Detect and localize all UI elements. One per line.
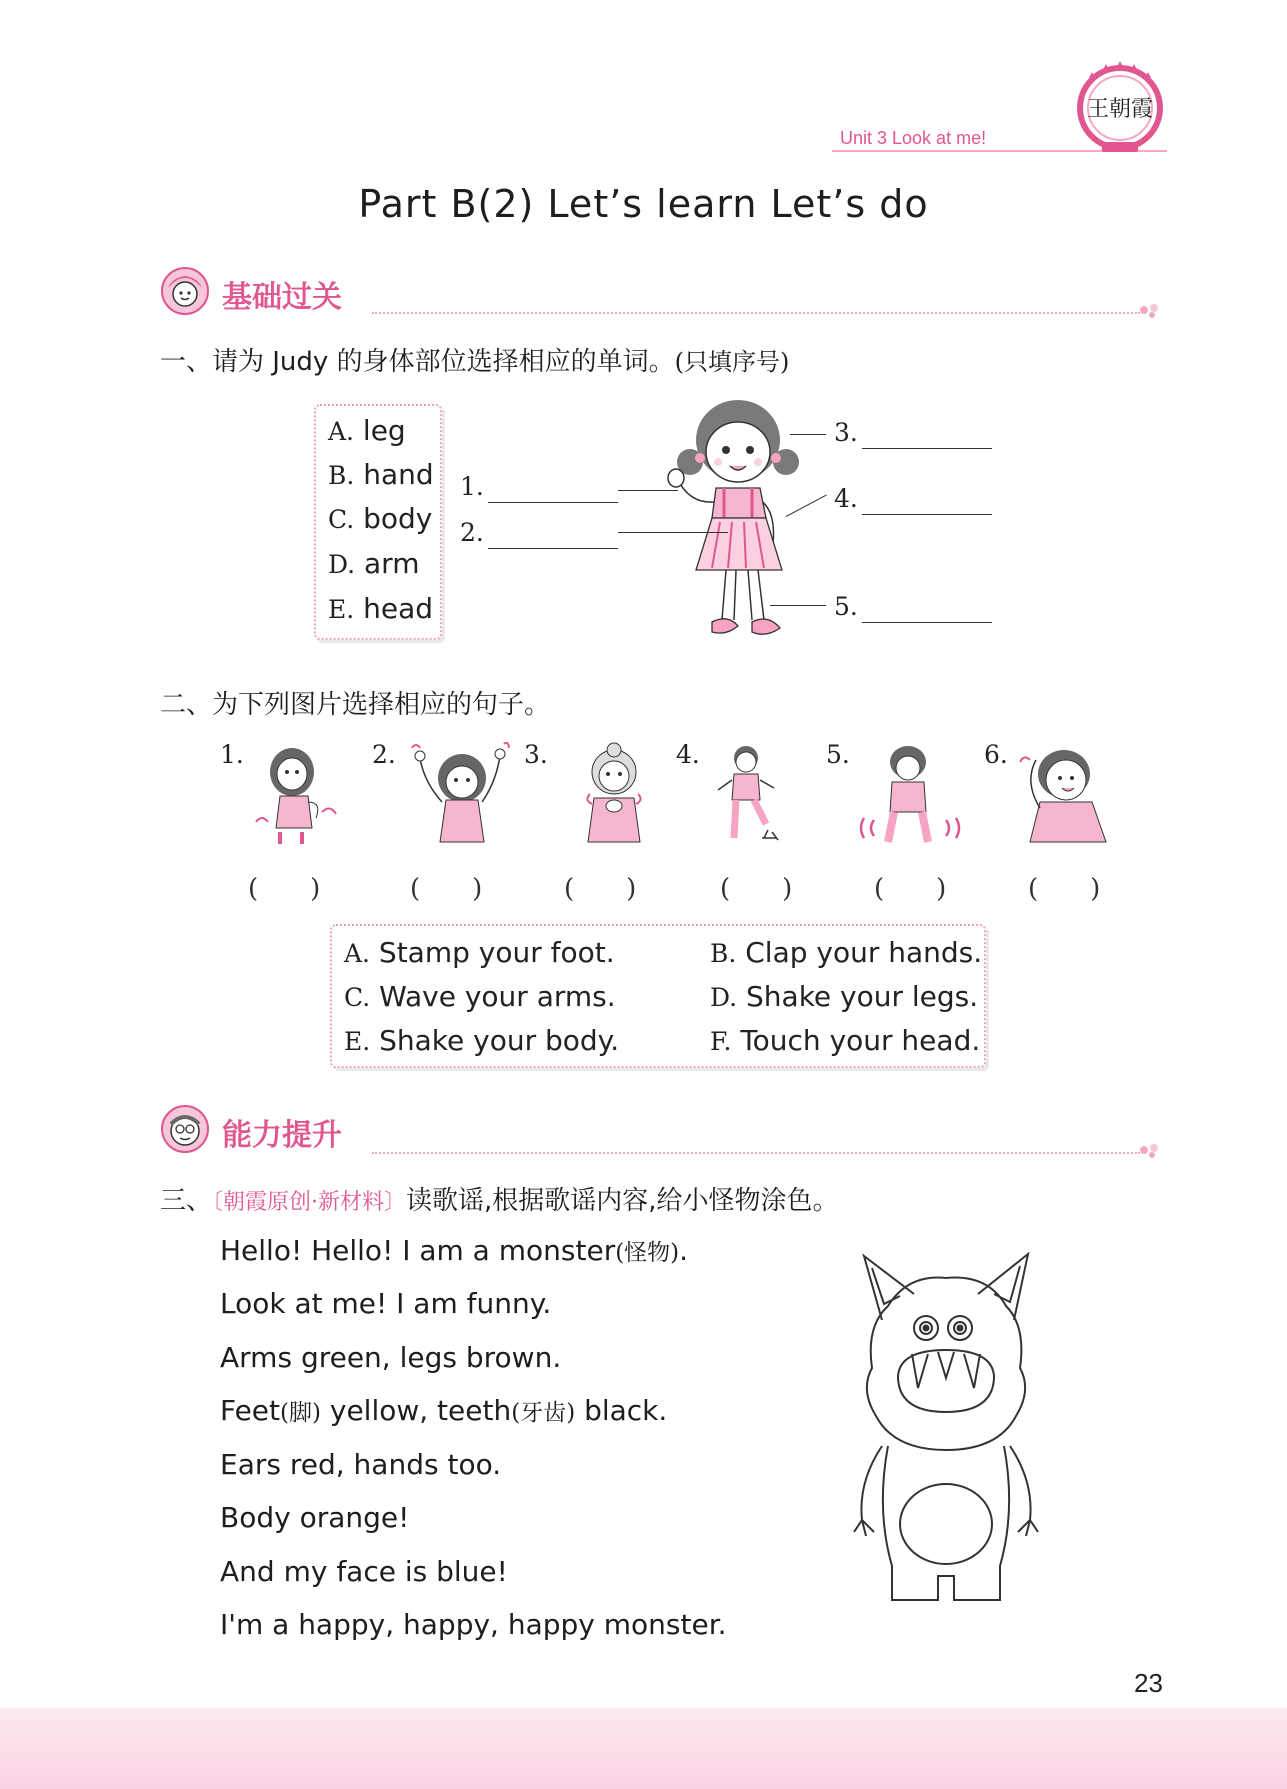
q2-num-5: 5.	[826, 740, 850, 769]
song-line-7: And my face is blue!	[220, 1555, 508, 1588]
pointer-line-5	[770, 605, 826, 606]
sentence-d: D. Shake your legs.	[710, 980, 979, 1013]
q2-num-4: 4.	[676, 740, 700, 769]
song-line-1: Hello! Hello! I am a monster(怪物).	[220, 1234, 689, 1267]
blank-5[interactable]	[862, 622, 992, 623]
pointer-line-2	[618, 532, 728, 533]
sentence-a: A. Stamp your foot.	[344, 936, 615, 969]
q1-title	[160, 341, 789, 378]
answer-paren-5[interactable]: ( )	[874, 874, 947, 904]
option-d: D. arm	[328, 547, 420, 580]
picture-wave-arms	[410, 742, 510, 852]
sentence-b: B. Clap your hands.	[710, 936, 983, 969]
song-line-6: Body orange!	[220, 1501, 410, 1534]
label-5: 5.	[834, 592, 858, 621]
dots-icon-2	[1138, 1140, 1162, 1164]
sentence-e: E. Shake your body.	[344, 1024, 620, 1057]
boy-avatar-icon	[160, 1104, 210, 1154]
picture-touch-head	[1010, 742, 1116, 852]
logo-text: 王朝霞	[1086, 97, 1154, 122]
answer-paren-4[interactable]: ( )	[720, 874, 793, 904]
q2-num-1: 1.	[220, 740, 244, 769]
blank-3[interactable]	[862, 448, 992, 449]
sentence-options-box	[330, 924, 986, 1068]
publisher-logo	[1072, 58, 1168, 154]
answer-paren-1[interactable]: ( )	[248, 874, 321, 904]
section-divider-2	[372, 1152, 1140, 1154]
q1-title-note: (只填序号)	[674, 348, 790, 376]
dots-icon	[1138, 300, 1162, 324]
picture-stamp-foot	[706, 742, 792, 852]
label-3: 3.	[834, 418, 858, 447]
picture-shake-body	[250, 742, 346, 852]
monster-illustration[interactable]	[848, 1250, 1044, 1612]
page-title: Part B(2) Let’s learn Let’s do	[358, 182, 929, 226]
page-number: 23	[1134, 1668, 1163, 1698]
q2-num-6: 6.	[984, 740, 1008, 769]
section-title-advanced: 能力提升	[222, 1118, 342, 1153]
sentence-c: C. Wave your arms.	[344, 980, 616, 1013]
q2-num-2: 2.	[372, 740, 396, 769]
answer-paren-2[interactable]: ( )	[410, 874, 483, 904]
q3-title-text: 读歌谣,根据歌谣内容,给小怪物涂色。	[406, 1186, 839, 1216]
song-line-2: Look at me! I am funny.	[220, 1287, 552, 1320]
song-line-3: Arms green, legs brown.	[220, 1341, 562, 1374]
blank-2[interactable]	[488, 548, 618, 549]
q2-title: 二、为下列图片选择相应的句子。	[160, 690, 551, 720]
unit-header: Unit 3 Look at me!	[840, 128, 987, 148]
option-e: E. head	[328, 592, 434, 625]
option-b: B. hand	[328, 458, 434, 491]
option-a: A. leg	[328, 414, 406, 447]
q3-prefix: 三、	[160, 1186, 213, 1216]
song-line-5: Ears red, hands too.	[220, 1448, 502, 1481]
song-line-8: I'm a happy, happy, happy monster.	[220, 1608, 727, 1641]
section-title-basic: 基础过关	[222, 280, 342, 315]
answer-paren-3[interactable]: ( )	[564, 874, 637, 904]
q2-num-3: 3.	[524, 740, 548, 769]
label-2: 2.	[460, 518, 484, 547]
q1-title-main: 一、请为 Judy 的身体部位选择相应的单词。	[160, 347, 675, 377]
label-1: 1.	[460, 472, 484, 501]
girl-avatar-icon	[160, 266, 210, 316]
answer-paren-6[interactable]: ( )	[1028, 874, 1101, 904]
sentence-f: F. Touch your head.	[710, 1024, 981, 1057]
pointer-line-1	[618, 490, 678, 491]
q3-tag: 〔朝霞原创·新材料〕	[212, 1190, 407, 1215]
picture-shake-legs	[850, 742, 970, 852]
pointer-line-3	[790, 434, 826, 435]
blank-1[interactable]	[488, 502, 618, 503]
section-divider	[372, 312, 1140, 314]
judy-illustration	[660, 392, 810, 654]
blank-4[interactable]	[862, 514, 992, 515]
word-options-box	[314, 404, 442, 640]
picture-clap-hands	[570, 742, 656, 852]
label-4: 4.	[834, 484, 858, 513]
song-line-4: Feet(脚) yellow, teeth(牙齿) black.	[220, 1394, 668, 1427]
bottom-band	[0, 1708, 1287, 1789]
option-c: C. body	[328, 502, 433, 535]
q3-title	[160, 1180, 839, 1217]
